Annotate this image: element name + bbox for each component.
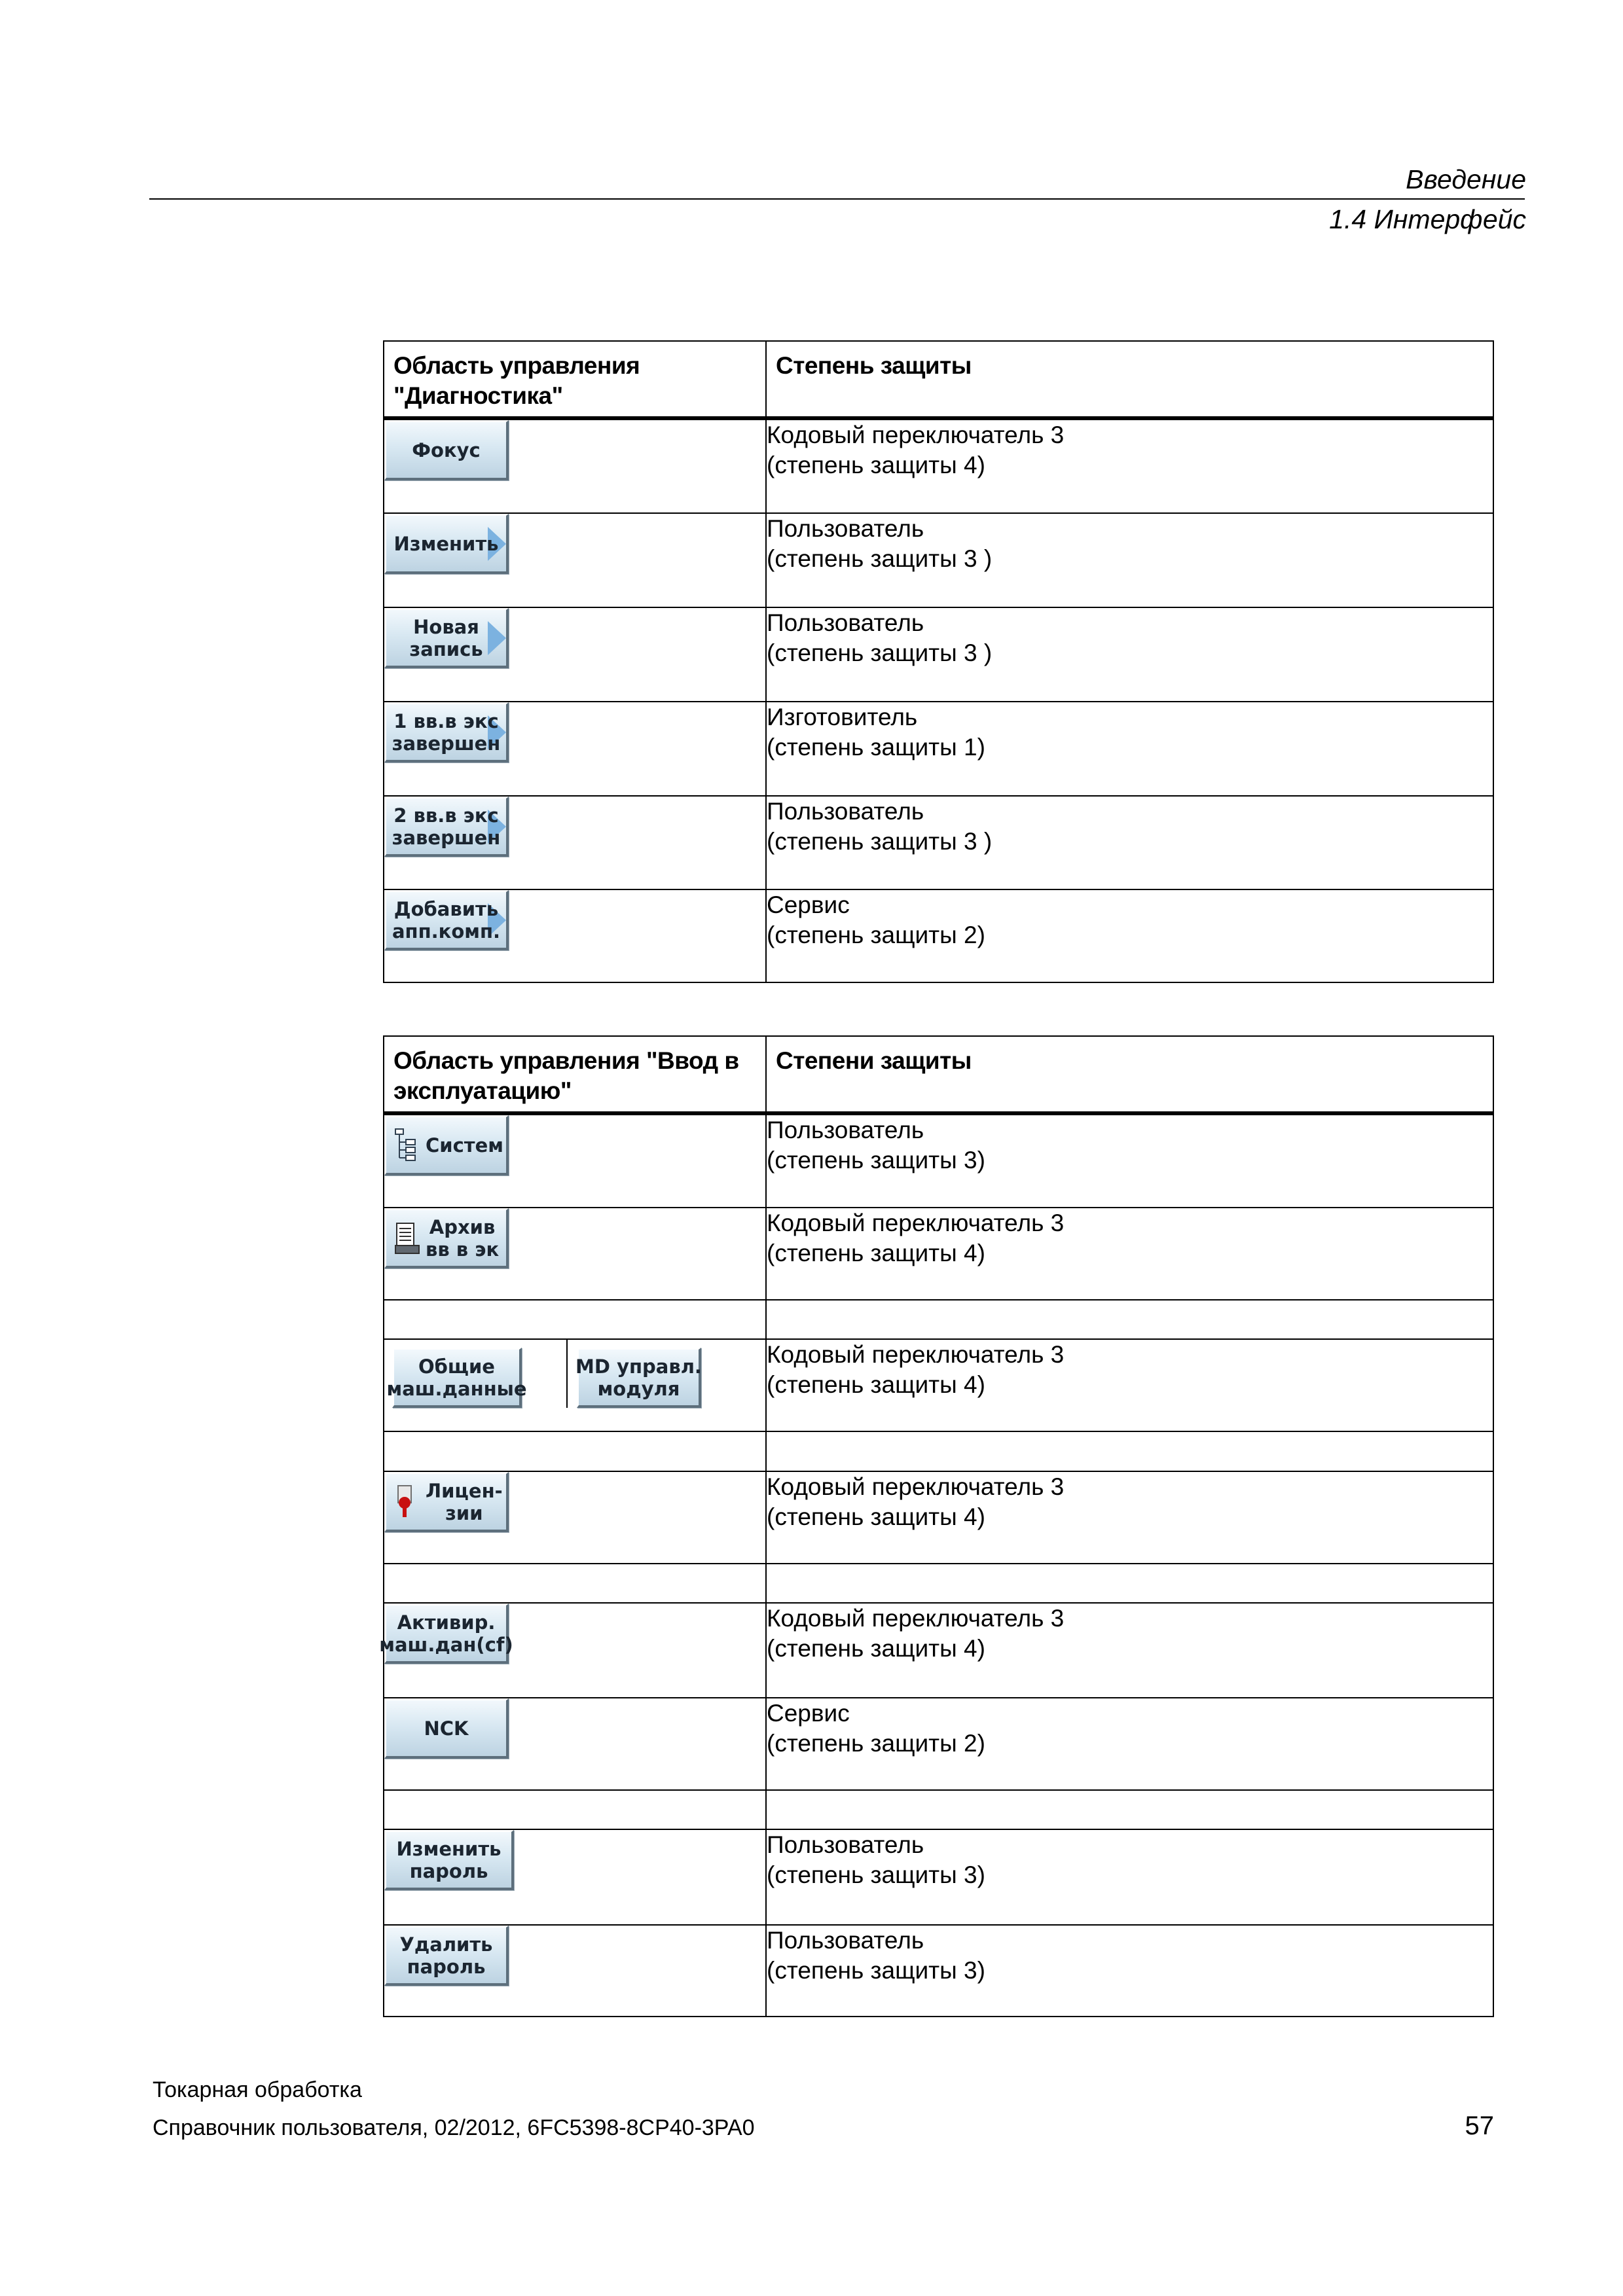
access-level-desc: Пользователь (степень защиты 3): [766, 1829, 1493, 1925]
commissioning-access-table: [379, 1035, 1494, 2017]
softkey-licenses[interactable]: Лицен- зии: [384, 1472, 509, 1532]
access-level-desc: Пользователь (степень защиты 3): [766, 1113, 1493, 1208]
access-level-desc: Пользователь (степень защиты 3 ): [766, 607, 1493, 702]
softkey-archive-commissioning[interactable]: Архив вв в эк: [384, 1208, 509, 1268]
empty-row: [384, 1790, 1493, 1829]
softkey-system[interactable]: Систем: [384, 1115, 509, 1175]
access-level-desc: Кодовый переключатель 3 (степень защиты 4): [766, 1471, 1493, 1564]
archive-icon: [393, 1219, 422, 1257]
softkey-commissioning-1-done[interactable]: 1 вв.в экс завершен: [384, 702, 509, 762]
diag-col1-header: Область управления "Диагностика": [384, 341, 766, 418]
access-level-desc: Кодовый переключатель 3 (степень защиты 4): [766, 1603, 1493, 1698]
softkey-activate-machine-data[interactable]: Активир. маш.дан(cf): [384, 1604, 509, 1664]
header-rule: [149, 198, 1525, 200]
commissioning-col2-header: Степени защиты: [766, 1036, 1493, 1113]
empty-row: [384, 1564, 1493, 1603]
softkey-add-hardware-component[interactable]: Добавить апп.комп.: [384, 890, 509, 950]
softkey-new-entry[interactable]: Новая запись: [384, 608, 509, 668]
access-level-desc: Сервис (степень защиты 2): [766, 1698, 1493, 1790]
access-level-desc: Сервис (степень защиты 2): [766, 889, 1493, 982]
softkey-focus[interactable]: Фокус: [384, 420, 509, 480]
softkey-edit[interactable]: Изменить: [384, 514, 509, 574]
system-tree-icon: [393, 1126, 422, 1164]
diagnostics-access-table: [383, 340, 1494, 983]
section-title: 1.4 Интерфейс: [1329, 204, 1526, 234]
access-level-desc: Кодовый переключатель 3 (степень защиты 4): [766, 418, 1493, 513]
softkey-general-machine-data[interactable]: Общие маш.данные: [392, 1348, 522, 1408]
chapter-title: Введение: [1406, 164, 1526, 194]
softkey-delete-password[interactable]: Удалить пароль: [384, 1926, 509, 1986]
access-level-desc: Пользователь (степень защиты 3 ): [766, 796, 1493, 889]
access-level-desc: Пользователь (степень защиты 3 ): [766, 513, 1493, 607]
page-number: 57: [1465, 2111, 1494, 2140]
diag-col2-header: Степень защиты: [766, 341, 1493, 418]
footer-manual-info: Справочник пользователя, 02/2012, 6FC5398-8CP40-3PA0: [153, 2115, 755, 2140]
access-level-desc: Кодовый переключатель 3 (степень защиты 4): [766, 1339, 1493, 1431]
softkey-nck[interactable]: NCK: [384, 1698, 509, 1759]
access-level-desc: Пользователь (степень защиты 3): [766, 1925, 1493, 2017]
commissioning-col1-header: Область управления "Ввод в эксплуатацию": [384, 1036, 766, 1113]
empty-row: [384, 1300, 1493, 1339]
footer-product: Токарная обработка: [153, 2077, 362, 2102]
softkey-change-password[interactable]: Изменить пароль: [384, 1830, 514, 1890]
access-level-desc: Кодовый переключатель 3 (степень защиты 4): [766, 1208, 1493, 1300]
empty-row: [384, 1431, 1493, 1471]
softkey-control-unit-machine-data[interactable]: MD управл. модуля: [577, 1348, 701, 1408]
license-seal-icon: [393, 1483, 422, 1521]
softkey-commissioning-2-done[interactable]: 2 вв.в экс завершен: [384, 797, 509, 857]
access-level-desc: Изготовитель (степень защиты 1): [766, 702, 1493, 796]
